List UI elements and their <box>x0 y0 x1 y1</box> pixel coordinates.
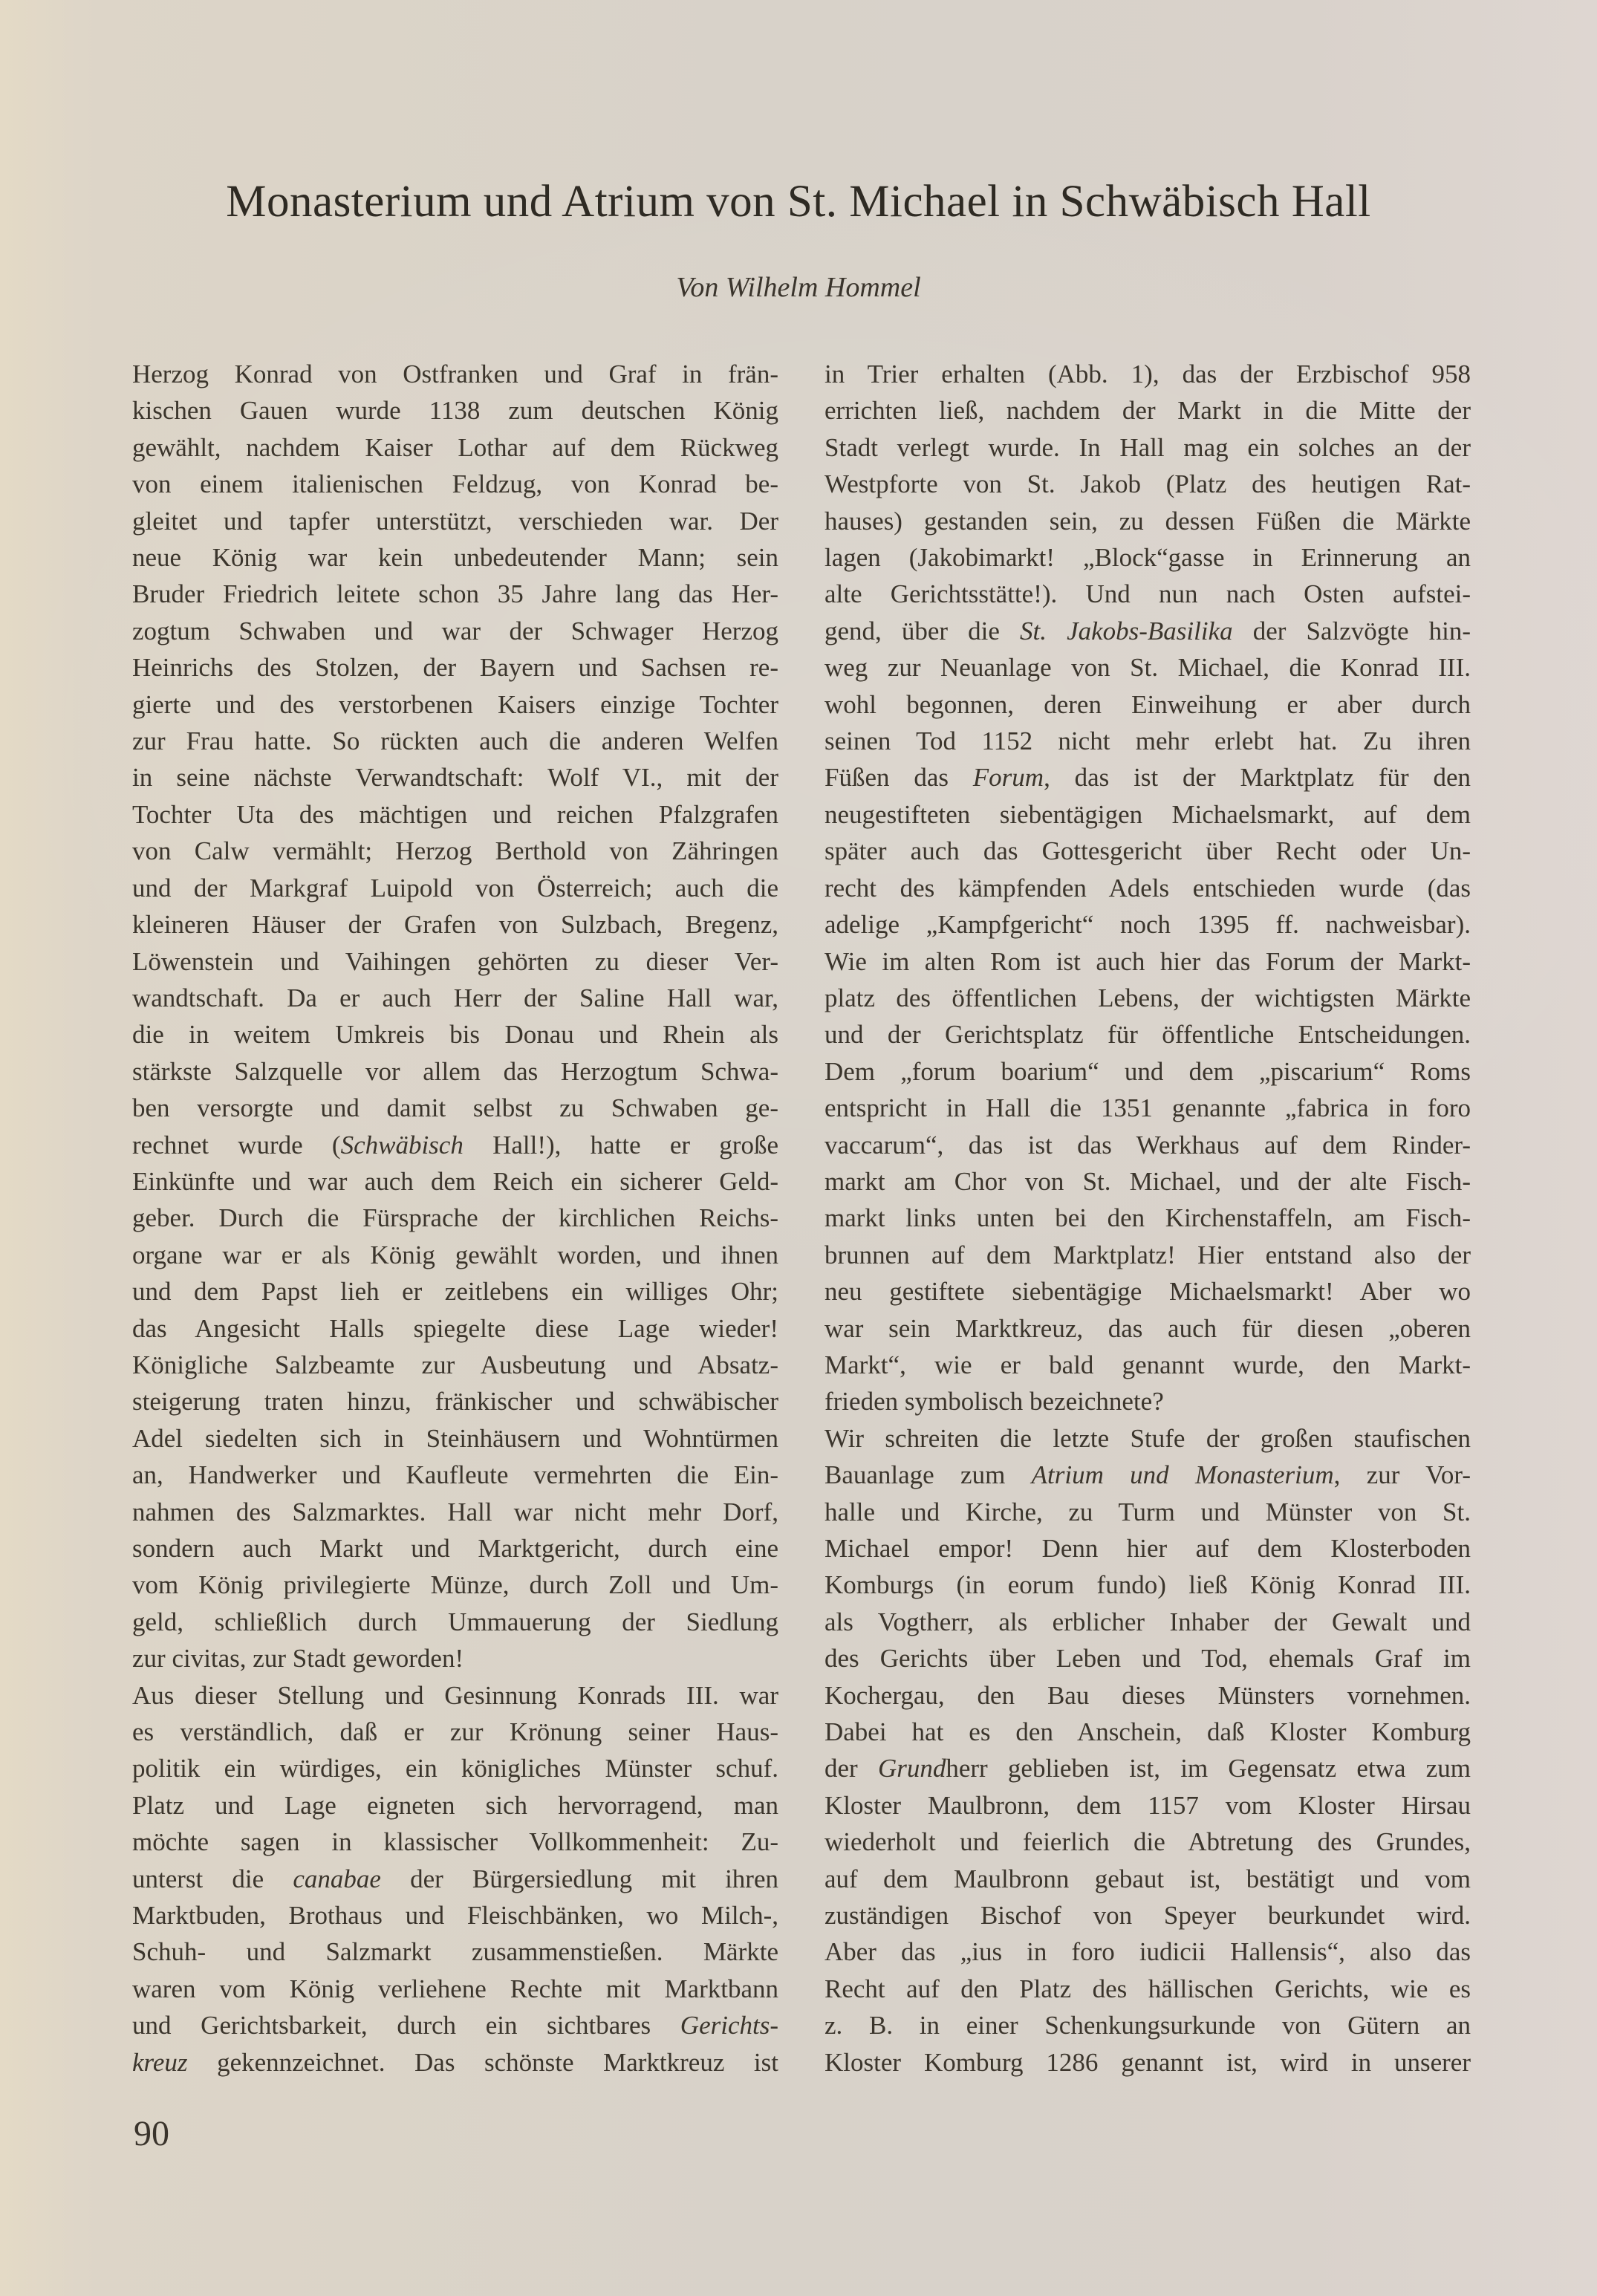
text-line: neue König war kein unbedeutender Mann; sein <box>132 543 778 573</box>
text-line: organe war er als König gewählt worden, und ihnen <box>132 1240 778 1269</box>
text-line: neu gestiftete siebentägige Michaelsmarkt! Aber wo <box>824 1277 1471 1307</box>
text-line: und der Gerichtsplatz für öffentliche Entscheidungen. <box>824 1020 1471 1050</box>
text-line: Platz und Lage eigneten sich hervorragend, man <box>132 1790 778 1820</box>
text-line: Herzog Konrad von Ostfranken und Graf in frän- <box>132 360 778 388</box>
page-title: Monasterium und Atrium von St. Michael in Schwäbisch Hall <box>226 176 1371 227</box>
text-line: Königliche Salzbeamte zur Ausbeutung und Absatz- <box>132 1350 778 1379</box>
text-line: und Gerichtsbarkeit, durch ein sichtbares Gerichts- <box>132 2011 778 2040</box>
text-line: vaccarum“, das ist das Werkhaus auf dem Rinder- <box>824 1130 1471 1160</box>
text-line: gierte und des verstorbenen Kaisers einzige Tochter <box>132 689 778 719</box>
text-line: waren vom König verliehene Rechte mit Marktbann <box>132 1974 778 2003</box>
text-line: hauses) gestanden sein, zu dessen Füßen die Märkte <box>824 506 1471 536</box>
text-line: Westpforte von St. Jakob (Platz des heutigen Rat- <box>824 469 1471 499</box>
text-line: Dem „forum boarium“ und dem „piscarium“ Roms <box>824 1056 1471 1086</box>
text-line: der Grundherr geblieben ist, im Gegensatz etwa zum <box>824 1754 1471 1783</box>
text-line: von einem italienischen Feldzug, von Konrad be- <box>132 469 778 499</box>
text-line: seinen Tod 1152 nicht mehr erlebt hat. Zu ihren <box>824 726 1471 756</box>
scanned-book-page <box>0 30 1597 2296</box>
page-number: 90 <box>134 2113 169 2153</box>
text-line: in Trier erhalten (Abb. 1), das der Erzbischof 958 <box>824 360 1471 388</box>
text-line: markt am Chor von St. Michael, und der alte Fisch- <box>824 1166 1471 1196</box>
text-line: vom König privilegierte Münze, durch Zoll und Um- <box>132 1570 778 1600</box>
text-line: kreuz gekennzeichnet. Das schönste Marktkreuz ist <box>132 2047 778 2077</box>
text-column-left <box>132 356 778 2081</box>
byline: Von Wilhelm Hommel <box>676 272 921 303</box>
text-line: Löwenstein und Vaihingen gehörten zu dieser Ver- <box>132 946 778 976</box>
text-line: halle und Kirche, zu Turm und Münster von St. <box>824 1497 1471 1526</box>
text-line: Aus dieser Stellung und Gesinnung Konrads III. war <box>132 1680 778 1710</box>
text-line: wohl begonnen, deren Einweihung er aber durch <box>824 689 1471 719</box>
text-line: Stadt verlegt wurde. In Hall mag ein solches an der <box>824 432 1471 462</box>
text-line: Kloster Maulbronn, dem 1157 vom Kloster Hirsau <box>824 1790 1471 1820</box>
text-column-right <box>824 356 1471 2081</box>
text-line: ben versorgte und damit selbst zu Schwaben ge- <box>132 1093 778 1123</box>
text-line: Markt“, wie er bald genannt wurde, den Markt- <box>824 1350 1471 1379</box>
text-line: unterst die canabae der Bürgersiedlung mit ihren <box>132 1864 778 1893</box>
text-line: geld, schließlich durch Ummauerung der Siedlung <box>132 1607 778 1636</box>
text-line: Recht auf den Platz des hällischen Gerichts, wie es <box>824 1974 1471 2003</box>
text-line: Wir schreiten die letzte Stufe der großen staufischen <box>824 1423 1471 1453</box>
text-columns <box>132 356 1471 2081</box>
text-line: Kloster Komburg 1286 genannt ist, wird in unserer <box>824 2047 1471 2077</box>
text-line: und dem Papst lieh er zeitlebens ein williges Ohr; <box>132 1277 778 1307</box>
text-line: möchte sagen in klassischer Vollkommenheit: Zu- <box>132 1827 778 1857</box>
text-line: lagen (Jakobimarkt! „Block“gasse in Erinnerung an <box>824 543 1471 573</box>
text-line: steigerung traten hinzu, fränkischer und schwäbischer <box>132 1387 778 1417</box>
text-line: zur civitas, zur Stadt geworden! <box>132 1644 464 1674</box>
text-line: gend, über die St. Jakobs-Basilika der Salzvögte hin- <box>824 616 1471 645</box>
text-line: Kochergau, den Bau dieses Münsters vornehmen. <box>824 1680 1471 1710</box>
text-line: Wie im alten Rom ist auch hier das Forum der Markt- <box>824 946 1471 976</box>
text-line: frieden symbolisch bezeichnete? <box>824 1387 1164 1417</box>
text-line: weg zur Neuanlage von St. Michael, die Konrad III. <box>824 653 1471 683</box>
text-line: Tochter Uta des mächtigen und reichen Pfalzgrafen <box>132 799 778 829</box>
text-line: kleineren Häuser der Grafen von Sulzbach, Bregenz, <box>132 910 778 940</box>
text-line: Heinrichs des Stolzen, der Bayern und Sachsen re- <box>132 653 778 683</box>
text-line: Füßen das Forum, das ist der Marktplatz für den <box>824 763 1471 793</box>
text-line: zur Frau hatte. So rückten auch die anderen Welfen <box>132 726 778 756</box>
text-line: später auch das Gottesgericht über Recht oder Un- <box>824 836 1471 866</box>
text-line: auf dem Maulbronn gebaut ist, bestätigt und vom <box>824 1864 1471 1893</box>
text-line: wandtschaft. Da er auch Herr der Saline Hall war, <box>132 983 778 1012</box>
text-line: zogtum Schwaben und war der Schwager Herzog <box>132 616 778 645</box>
text-line: neugestifteten siebentägigen Michaelsmarkt, auf dem <box>824 799 1471 829</box>
text-line: an, Handwerker und Kaufleute vermehrten die Ein- <box>132 1460 778 1490</box>
text-line: errichten ließ, nachdem der Markt in die Mitte der <box>824 396 1471 426</box>
text-line: rechnet wurde (Schwäbisch Hall!), hatte er große <box>132 1130 778 1160</box>
text-line: gleitet und tapfer unterstützt, verschieden war. Der <box>132 506 778 536</box>
text-line: entspricht in Hall die 1351 genannte „fabrica in foro <box>824 1093 1471 1123</box>
text-line: politik ein würdiges, ein königliches Münster schuf. <box>132 1754 778 1783</box>
text-line: z. B. in einer Schenkungsurkunde von Gütern an <box>824 2011 1471 2040</box>
text-line: adelige „Kampfgericht“ noch 1395 ff. nachweisbar). <box>824 910 1471 940</box>
text-line: Bruder Friedrich leitete schon 35 Jahre lang das Her- <box>132 579 778 609</box>
text-line: es verständlich, daß er zur Krönung seiner Haus- <box>132 1717 778 1747</box>
text-line: geber. Durch die Fürsprache der kirchlichen Reichs- <box>132 1203 778 1233</box>
text-line: von Calw vermählt; Herzog Berthold von Zähringen <box>132 836 778 866</box>
text-line: stärkste Salzquelle vor allem das Herzogtum Schwa- <box>132 1056 778 1086</box>
text-line: und der Markgraf Luipold von Österreich; auch die <box>132 873 778 903</box>
text-line: Komburgs (in eorum fundo) ließ König Konrad III. <box>824 1570 1471 1600</box>
text-line: Schuh- und Salzmarkt zusammenstießen. Märkte <box>132 1937 778 1967</box>
text-line: Bauanlage zum Atrium und Monasterium, zur Vor- <box>824 1460 1471 1490</box>
text-line: Michael empor! Denn hier auf dem Klosterboden <box>824 1534 1471 1563</box>
text-line: recht des kämpfenden Adels entschieden wurde (das <box>824 873 1471 903</box>
text-line: Dabei hat es den Anschein, daß Kloster Komburg <box>824 1717 1471 1747</box>
text-line: war sein Marktkreuz, das auch für diesen „oberen <box>824 1313 1471 1343</box>
text-line: Adel siedelten sich in Steinhäusern und Wohntürmen <box>132 1423 778 1453</box>
text-line: platz des öffentlichen Lebens, der wichtigsten Märkte <box>824 983 1471 1012</box>
text-line: in seine nächste Verwandtschaft: Wolf VI., mit der <box>132 763 778 793</box>
text-line: nahmen des Salzmarktes. Hall war nicht mehr Dorf, <box>132 1497 778 1526</box>
text-line: wiederholt und feierlich die Abtretung des Grundes, <box>824 1827 1471 1857</box>
text-line: des Gerichts über Leben und Tod, ehemals Graf im <box>824 1644 1471 1674</box>
text-line: die in weitem Umkreis bis Donau und Rhein als <box>132 1020 778 1050</box>
text-line: Einkünfte und war auch dem Reich ein sicherer Geld- <box>132 1166 778 1196</box>
text-line: sondern auch Markt und Marktgericht, durch eine <box>132 1534 778 1563</box>
text-line: das Angesicht Halls spiegelte diese Lage wieder! <box>132 1313 778 1343</box>
text-line: markt links unten bei den Kirchenstaffeln, am Fisch- <box>824 1203 1471 1233</box>
text-line: kischen Gauen wurde 1138 zum deutschen König <box>132 396 778 426</box>
text-line: brunnen auf dem Marktplatz! Hier entstand also der <box>824 1240 1471 1269</box>
text-line: Aber das „ius in foro iudicii Hallensis“, also das <box>824 1937 1471 1967</box>
text-line: gewählt, nachdem Kaiser Lothar auf dem Rückweg <box>132 432 778 462</box>
text-line: Marktbuden, Brothaus und Fleischbänken, wo Milch-, <box>132 1901 778 1931</box>
text-line: zuständigen Bischof von Speyer beurkundet wird. <box>824 1901 1471 1931</box>
text-line: alte Gerichtsstätte!). Und nun nach Osten aufstei- <box>824 579 1471 609</box>
text-line: als Vogtherr, als erblicher Inhaber der Gewalt und <box>824 1607 1471 1636</box>
